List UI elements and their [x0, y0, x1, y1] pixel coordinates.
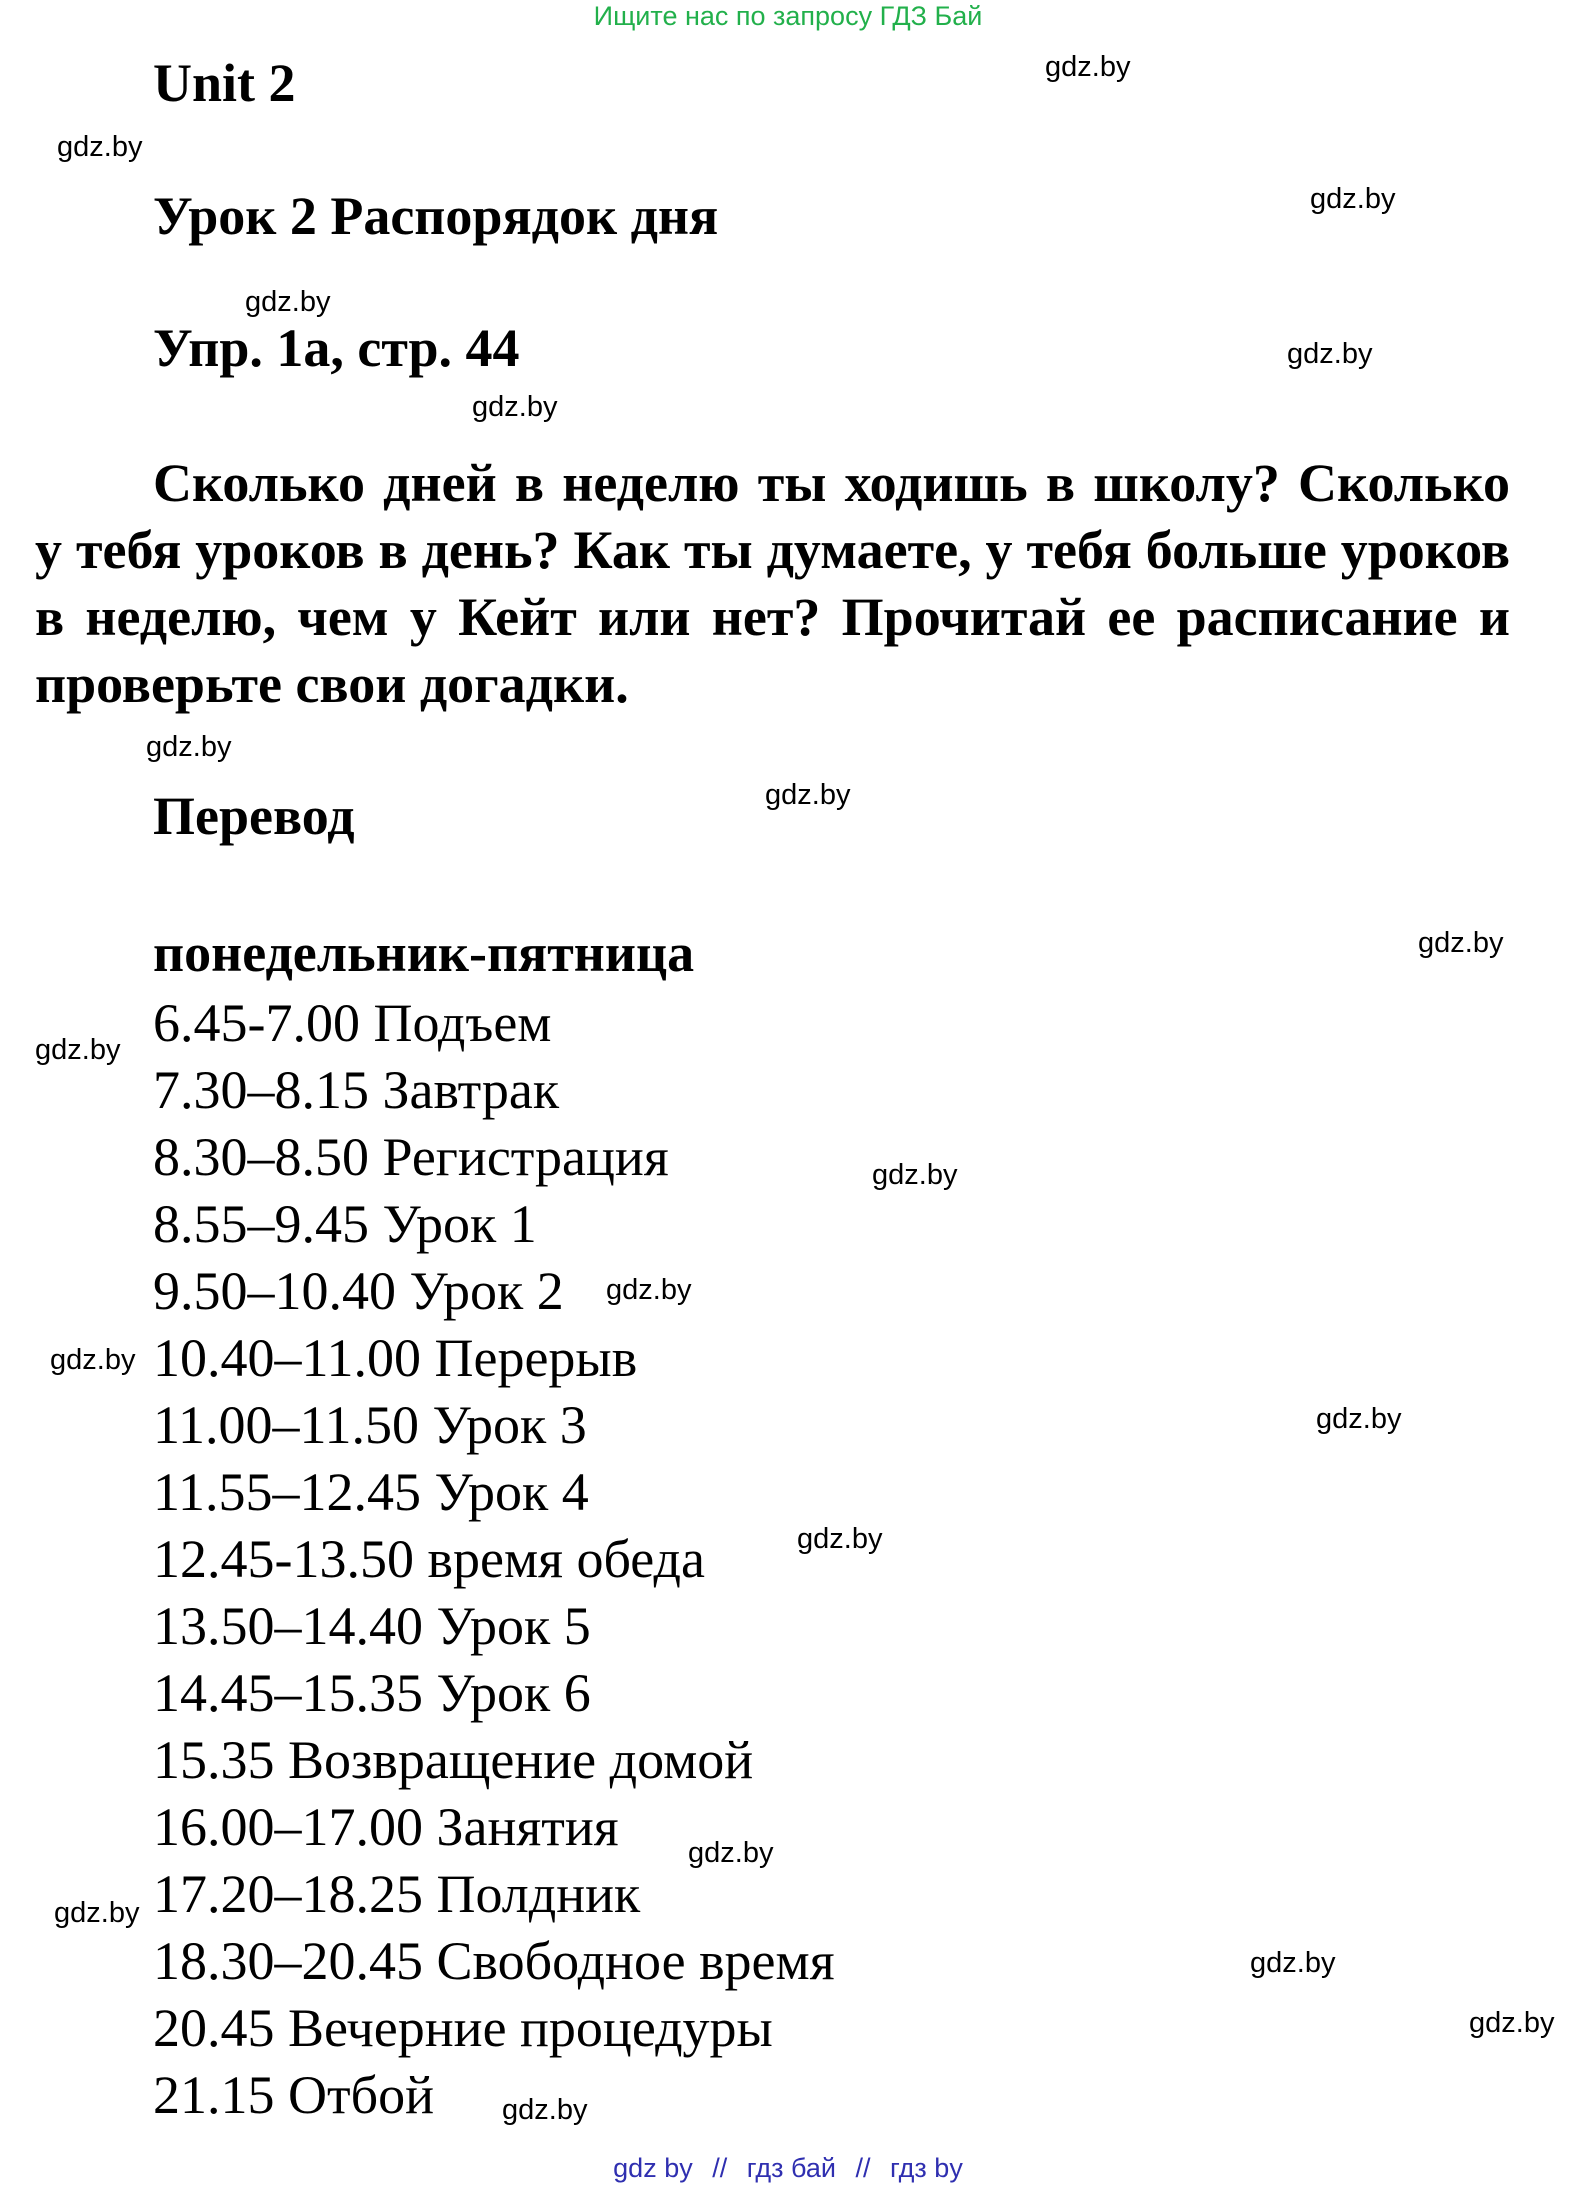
schedule-item: 10.40–11.00 Перерыв [153, 1328, 638, 1388]
footer-gdz-by-cyr[interactable]: гдз by [890, 2153, 963, 2183]
watermark: gdz.by [797, 1523, 883, 1555]
watermark: gdz.by [1045, 51, 1131, 83]
schedule-item: 18.30–20.45 Свободное время [153, 1931, 835, 1991]
watermark: gdz.by [35, 1034, 121, 1066]
schedule-item: 14.45–15.35 Урок 6 [153, 1663, 591, 1723]
watermark: gdz.by [57, 131, 143, 163]
watermark: gdz.by [1316, 1403, 1402, 1435]
watermark: gdz.by [606, 1274, 692, 1306]
footer-links [0, 2152, 1576, 2184]
watermark: gdz.by [54, 1897, 140, 1929]
schedule-item: 6.45-7.00 Подъем [153, 993, 552, 1053]
schedule-item: 16.00–17.00 Занятия [153, 1797, 619, 1857]
schedule-list [153, 990, 835, 2129]
watermark: gdz.by [1418, 927, 1504, 959]
watermark: gdz.by [245, 286, 331, 318]
watermark: gdz.by [765, 779, 851, 811]
schedule-item: 8.30–8.50 Регистрация [153, 1127, 669, 1187]
unit-title: Unit 2 [153, 53, 296, 113]
schedule-item: 7.30–8.15 Завтрак [153, 1060, 560, 1120]
footer-gdz-by[interactable]: gdz by [613, 2153, 693, 2183]
watermark: gdz.by [1287, 338, 1373, 370]
watermark: gdz.by [1250, 1947, 1336, 1979]
schedule-item: 13.50–14.40 Урок 5 [153, 1596, 591, 1656]
exercise-ref: Упр. 1а, стр. 44 [153, 318, 520, 378]
schedule-item: 11.55–12.45 Урок 4 [153, 1462, 589, 1522]
watermark: gdz.by [50, 1344, 136, 1376]
watermark: gdz.by [146, 731, 232, 763]
schedule-item: 17.20–18.25 Полдник [153, 1864, 641, 1924]
watermark: gdz.by [688, 1837, 774, 1869]
watermark: gdz.by [472, 391, 558, 423]
watermark: gdz.by [502, 2094, 588, 2126]
days-heading: понедельник-пятница [153, 923, 695, 983]
watermark: gdz.by [872, 1159, 958, 1191]
schedule-item: 15.35 Возвращение домой [153, 1730, 754, 1790]
lesson-title: Урок 2 Распорядок дня [153, 186, 719, 246]
schedule-item: 12.45-13.50 время обеда [153, 1529, 705, 1589]
watermark: gdz.by [1469, 2007, 1555, 2039]
footer-gdz-bai[interactable]: гдз бай [746, 2153, 836, 2183]
translation-heading: Перевод [153, 786, 355, 846]
watermark: gdz.by [1310, 183, 1396, 215]
footer-separator: // [712, 2153, 728, 2183]
exercise-question: Сколько дней в неделю ты ходишь в школу? Сколько у тебя уроков в день? Как ты думаете, у тебя больше уроков в неделю, чем у Кейт или нет? Прочитай ее расписание и проверьте свои догадки. [35, 453, 1510, 714]
schedule-item: 20.45 Вечерние процедуры [153, 1998, 773, 2058]
schedule-item: 21.15 Отбой [153, 2065, 434, 2125]
schedule-item: 11.00–11.50 Урок 3 [153, 1395, 587, 1455]
schedule-item: 8.55–9.45 Урок 1 [153, 1194, 537, 1254]
schedule-item: 9.50–10.40 Урок 2 [153, 1261, 564, 1321]
footer-separator: // [855, 2153, 871, 2183]
top-banner: Ищите нас по запросу ГДЗ Бай [593, 1, 983, 31]
